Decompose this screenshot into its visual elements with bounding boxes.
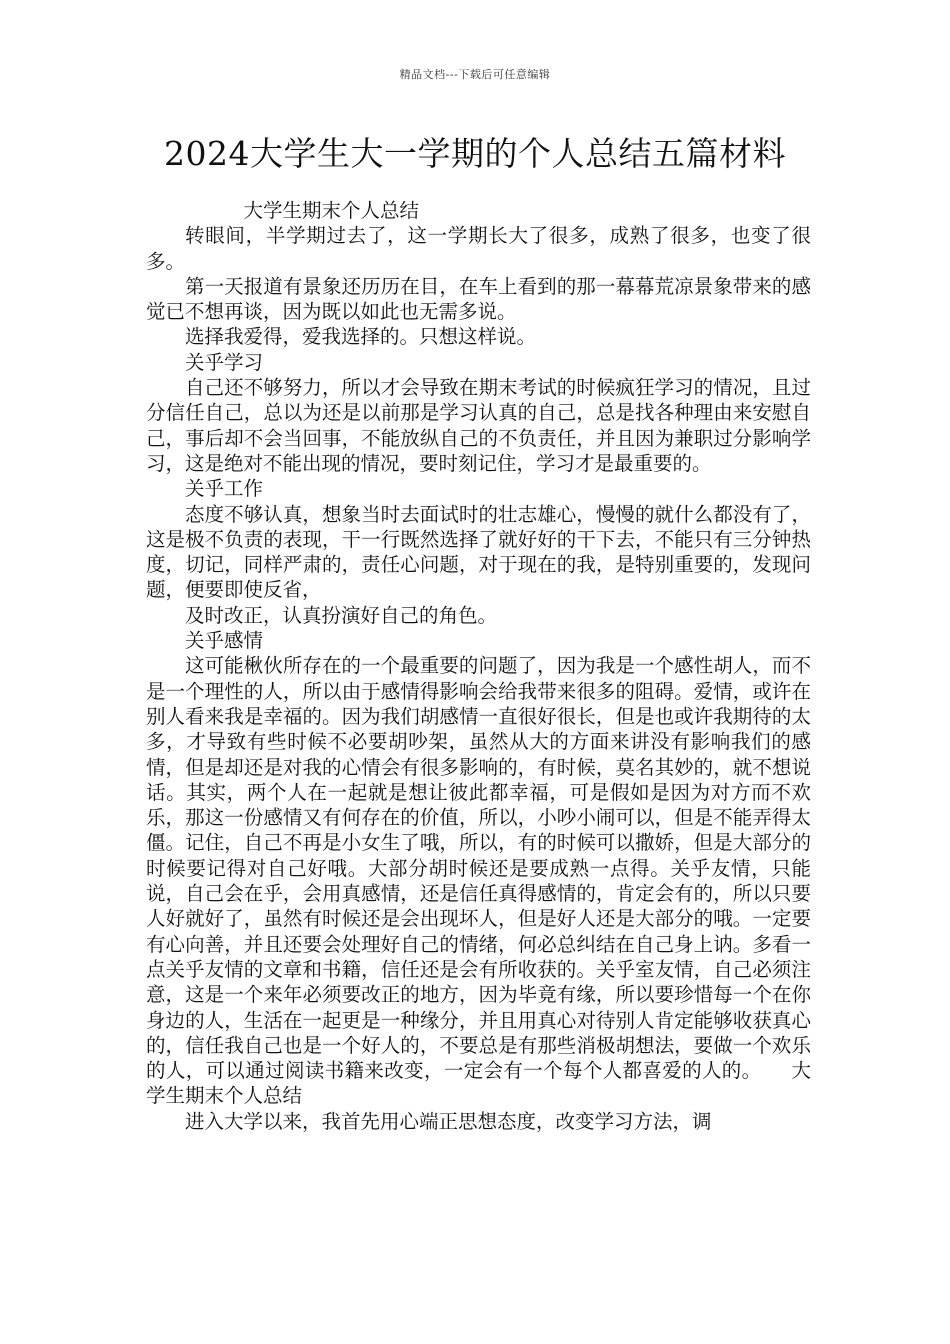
section-heading: 关乎工作 xyxy=(185,477,264,501)
paragraph: 这可能楸伙所存在的一个最重要的问题了，因为我是一个感性胡人，而不是一个理性的人，所以由于感情得影响会给我带来很多的阻碍。爱情，或许在别人看来我是幸福的。因为我们胡感情一直很好很长，但是也或许我期待的太多，才导致有些时候不必要胡吵架，虽然从大的方面来讲没有影响我们的感情，但是却还是对我的心情会有很多影响的，有时候，莫名其妙的，就不想说话。其实，两个人在一起就是想让彼此都幸福，可是假如是因为对方而不欢乐，那这一份感情又有何存在的价值，所以，小吵小闹可以，但是不能弄得太僵。记住，自己不再是小女生了哦，所以，有的时候可以撒娇，但是大部分的时候要记得对自己好哦。大部分胡时候还是要成熟一点得。关乎友情，只能说，自己会在乎，会用真感情，还是信任真得感情的，肯定会有的，所以只要人好就好了，虽然有时候还是会出现坏人，但是好人还是大部分的哦。一定要有心向善，并且还要会处理好自己的情绪，何必总纠结在自己身上讷。多看一点关乎友情的文章和书籍，信任还是会有所收获的。关乎室友情，自己必须注意，这是一个来年必须要改正的地方，因为毕竟有缘，所以要珍惜每一个在你身边的人，生活在一起更是一种缘分，并且用真心对待别人肯定能够收获真心的，信任我自己也是一个好人的，不要总是有那些消极胡想法，要做一个欢乐的人，可以通过阅读书籍来改变，一定会有一个每个人都喜爱的人的。 大学生期末个人总结 xyxy=(146,654,811,1108)
paragraph: 选择我爱得，爱我选择的。只想这样说。 xyxy=(185,325,537,349)
paragraph: 及时改正，认真扮演好自己的角色。 xyxy=(185,603,498,627)
paragraph: 自己还不够努力，所以才会导致在期末考试的时候疯狂学习的情况，且过分信任自己，总以为还是以前那是学习认真的自己，总是找各种理由来安慰自己，事后却不会当回事，不能放纵自己的不负责任，并且因为兼职过分影响学习，这是绝对不能出现的情况，要时刻记住，学习才是最重要的。 xyxy=(146,376,811,475)
section-heading: 关乎学习 xyxy=(185,350,264,374)
header-note: 精品文档---下载后可任意编辑 xyxy=(399,68,551,81)
paragraph: 进入大学以来，我首先用心端正思想态度，改变学习方法，调 xyxy=(185,1109,712,1133)
section-heading: 大学生期末个人总结 xyxy=(243,199,420,222)
document-title: 2024大学生大一学期的个人总结五篇材料 xyxy=(164,134,786,173)
document-body xyxy=(146,198,811,1134)
paragraph: 第一天报道有景象还历历在目，在车上看到的那一幕幕荒凉景象带来的感觉已不想再谈，因为既以如此也无需多说。 xyxy=(146,274,811,324)
section-heading: 关乎感情 xyxy=(185,629,264,653)
paragraph: 转眼间，半学期过去了，这一学期长大了很多，成熟了很多，也变了很多。 xyxy=(146,224,811,273)
paragraph: 态度不够认真，想象当时去面试时的壮志雄心，慢慢的就什么都没有了，这是极不负责的表现，干一行既然选择了就好好的干下去，不能只有三分钟热度，切记，同样严肃的，责任心问题，对于现在的我，是特别重要的，发现问题，便要即使反省， xyxy=(146,502,811,602)
